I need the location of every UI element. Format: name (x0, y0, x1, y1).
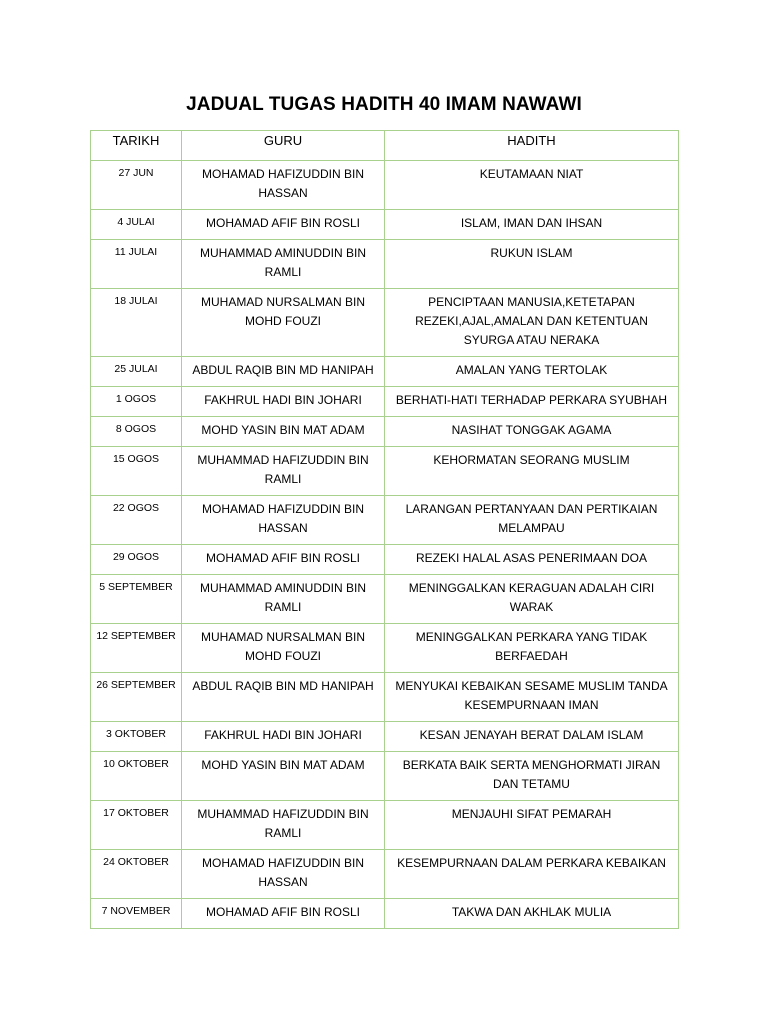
guru-cell: MUHAMMAD HAFIZUDDIN BIN RAMLI (182, 801, 385, 850)
date-cell: 4 JULAI (91, 210, 182, 240)
hadith-cell: MENJAUHI SIFAT PEMARAH (385, 801, 679, 850)
hadith-cell: REZEKI HALAL ASAS PENERIMAAN DOA (385, 545, 679, 575)
date-cell: 7 NOVEMBER (91, 899, 182, 929)
date-cell: 12 SEPTEMBER (91, 624, 182, 673)
table-row (91, 545, 679, 575)
date-cell: 8 OGOS (91, 417, 182, 447)
table-header-row (91, 131, 679, 161)
table-row (91, 161, 679, 210)
hadith-cell: BERHATI-HATI TERHADAP PERKARA SYUBHAH (385, 387, 679, 417)
hadith-cell: PENCIPTAAN MANUSIA,KETETAPAN REZEKI,AJAL,AMALAN DAN KETENTUAN SYURGA ATAU NERAKA (385, 289, 679, 357)
date-cell: 3 OKTOBER (91, 722, 182, 752)
column-header-date: TARIKH (91, 131, 182, 161)
date-cell: 26 SEPTEMBER (91, 673, 182, 722)
column-header-hadith: HADITH (385, 131, 679, 161)
table-row (91, 673, 679, 722)
page-title: JADUAL TUGAS HADITH 40 IMAM NAWAWI (186, 94, 582, 115)
table-row (91, 752, 679, 801)
date-cell: 22 OGOS (91, 496, 182, 545)
guru-cell: MOHD YASIN BIN MAT ADAM (182, 417, 385, 447)
guru-cell: MUHAMAD NURSALMAN BIN MOHD FOUZI (182, 624, 385, 673)
table-row (91, 801, 679, 850)
hadith-cell: KEUTAMAAN NIAT (385, 161, 679, 210)
table-row (91, 240, 679, 289)
guru-cell: MOHAMAD HAFIZUDDIN BIN HASSAN (182, 496, 385, 545)
date-cell: 1 OGOS (91, 387, 182, 417)
column-header-guru: GURU (182, 131, 385, 161)
date-cell: 11 JULAI (91, 240, 182, 289)
guru-cell: MUHAMMAD AMINUDDIN BIN RAMLI (182, 240, 385, 289)
table-row (91, 624, 679, 673)
schedule-table (90, 130, 679, 929)
table-row (91, 289, 679, 357)
hadith-cell: NASIHAT TONGGAK AGAMA (385, 417, 679, 447)
guru-cell: MOHAMAD HAFIZUDDIN BIN HASSAN (182, 161, 385, 210)
hadith-cell: RUKUN ISLAM (385, 240, 679, 289)
date-cell: 27 JUN (91, 161, 182, 210)
guru-cell: MOHAMAD AFIF BIN ROSLI (182, 899, 385, 929)
hadith-cell: TAKWA DAN AKHLAK MULIA (385, 899, 679, 929)
guru-cell: FAKHRUL HADI BIN JOHARI (182, 722, 385, 752)
hadith-cell: MENINGGALKAN PERKARA YANG TIDAK BERFAEDAH (385, 624, 679, 673)
table-row (91, 899, 679, 929)
hadith-cell: KESEMPURNAAN DALAM PERKARA KEBAIKAN (385, 850, 679, 899)
hadith-cell: MENYUKAI KEBAIKAN SESAME MUSLIM TANDA KESEMPURNAAN IMAN (385, 673, 679, 722)
table-row (91, 722, 679, 752)
table-row (91, 387, 679, 417)
guru-cell: ABDUL RAQIB BIN MD HANIPAH (182, 673, 385, 722)
date-cell: 18 JULAI (91, 289, 182, 357)
hadith-cell: LARANGAN PERTANYAAN DAN PERTIKAIAN MELAMPAU (385, 496, 679, 545)
table-row (91, 575, 679, 624)
guru-cell: MOHAMAD AFIF BIN ROSLI (182, 545, 385, 575)
table-row (91, 850, 679, 899)
hadith-cell: BERKATA BAIK SERTA MENGHORMATI JIRAN DAN TETAMU (385, 752, 679, 801)
date-cell: 10 OKTOBER (91, 752, 182, 801)
table-row (91, 496, 679, 545)
hadith-cell: MENINGGALKAN KERAGUAN ADALAH CIRI WARAK (385, 575, 679, 624)
guru-cell: FAKHRUL HADI BIN JOHARI (182, 387, 385, 417)
guru-cell: MOHAMAD HAFIZUDDIN BIN HASSAN (182, 850, 385, 899)
table-row (91, 210, 679, 240)
table-row (91, 357, 679, 387)
date-cell: 15 OGOS (91, 447, 182, 496)
guru-cell: MUHAMMAD HAFIZUDDIN BIN RAMLI (182, 447, 385, 496)
hadith-cell: ISLAM, IMAN DAN IHSAN (385, 210, 679, 240)
hadith-cell: AMALAN YANG TERTOLAK (385, 357, 679, 387)
table-row (91, 447, 679, 496)
guru-cell: ABDUL RAQIB BIN MD HANIPAH (182, 357, 385, 387)
guru-cell: MUHAMMAD AMINUDDIN BIN RAMLI (182, 575, 385, 624)
guru-cell: MUHAMAD NURSALMAN BIN MOHD FOUZI (182, 289, 385, 357)
table-row (91, 417, 679, 447)
date-cell: 17 OKTOBER (91, 801, 182, 850)
date-cell: 5 SEPTEMBER (91, 575, 182, 624)
hadith-cell: KEHORMATAN SEORANG MUSLIM (385, 447, 679, 496)
guru-cell: MOHD YASIN BIN MAT ADAM (182, 752, 385, 801)
date-cell: 29 OGOS (91, 545, 182, 575)
date-cell: 25 JULAI (91, 357, 182, 387)
guru-cell: MOHAMAD AFIF BIN ROSLI (182, 210, 385, 240)
hadith-cell: KESAN JENAYAH BERAT DALAM ISLAM (385, 722, 679, 752)
date-cell: 24 OKTOBER (91, 850, 182, 899)
